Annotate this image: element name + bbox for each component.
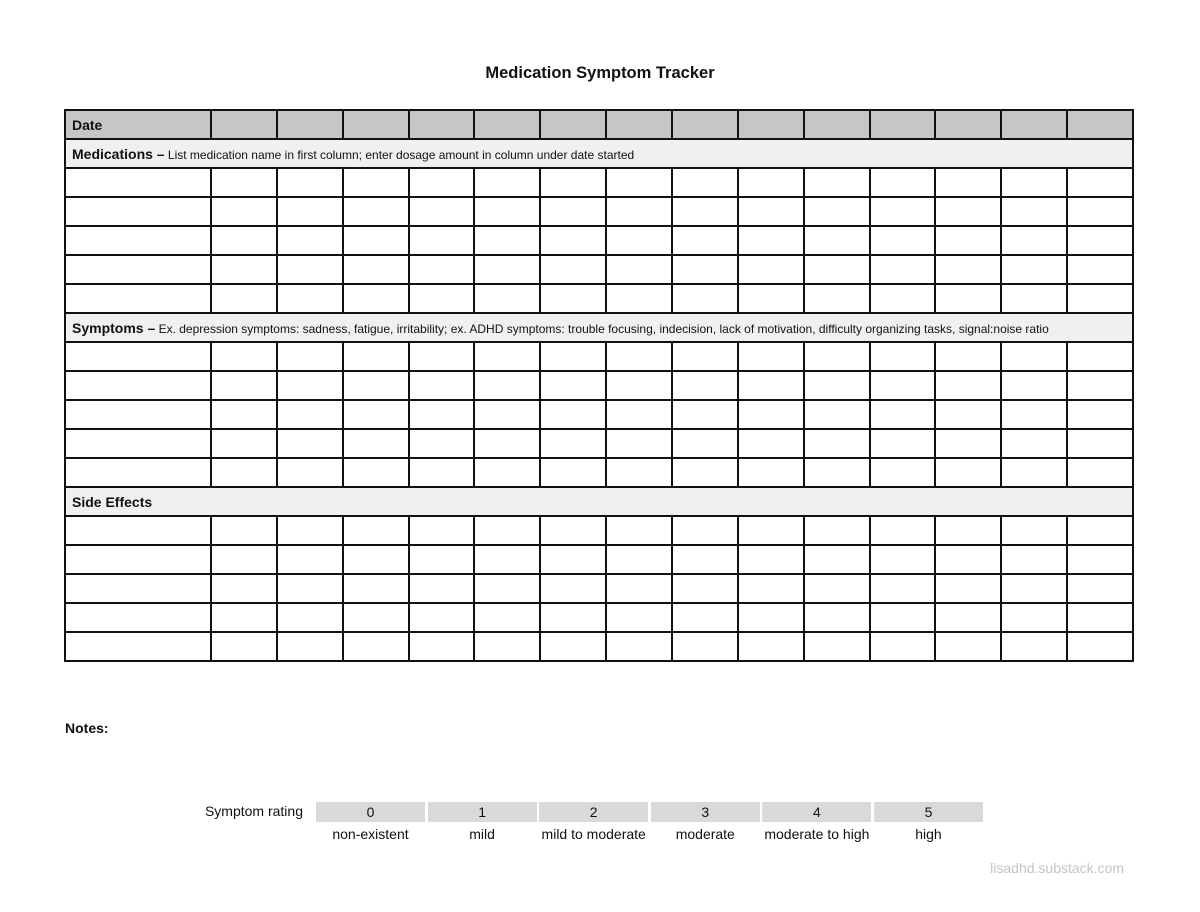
entry-cell[interactable]	[672, 458, 738, 487]
date-cell[interactable]	[277, 110, 343, 139]
entry-cell[interactable]	[277, 574, 343, 603]
entry-cell[interactable]	[409, 371, 475, 400]
rating-level	[316, 802, 425, 843]
section-header-row	[65, 139, 1133, 168]
entry-cell[interactable]	[804, 603, 870, 632]
rating-description: mild to moderate	[541, 826, 646, 842]
rating-description: high	[915, 826, 942, 842]
entry-cell[interactable]	[540, 516, 606, 545]
entry-cell[interactable]	[474, 284, 540, 313]
entry-cell[interactable]	[474, 429, 540, 458]
entry-cell[interactable]	[672, 400, 738, 429]
entry-cell[interactable]	[870, 255, 936, 284]
entry-cell[interactable]	[1067, 400, 1133, 429]
entry-cell[interactable]	[211, 603, 277, 632]
table-row	[65, 342, 1133, 371]
date-cell[interactable]	[870, 110, 936, 139]
entry-cell[interactable]	[1001, 458, 1067, 487]
entry-cell[interactable]	[474, 168, 540, 197]
section-heading: Symptoms –	[72, 319, 156, 336]
entry-cell[interactable]	[804, 632, 870, 661]
rating-level	[428, 802, 537, 843]
entry-cell[interactable]	[1067, 342, 1133, 371]
entry-cell[interactable]	[804, 168, 870, 197]
entry-cell[interactable]	[738, 371, 804, 400]
table-row	[65, 632, 1133, 661]
section-header	[65, 139, 1133, 168]
rating-value: 1	[428, 802, 537, 822]
entry-cell[interactable]	[804, 458, 870, 487]
entry-cell[interactable]	[211, 197, 277, 226]
entry-cell[interactable]	[277, 168, 343, 197]
entry-cell[interactable]	[1001, 429, 1067, 458]
entry-cell[interactable]	[870, 371, 936, 400]
entry-cell[interactable]	[211, 545, 277, 574]
entry-cell[interactable]	[540, 458, 606, 487]
rating-level	[874, 802, 983, 843]
date-cell[interactable]	[606, 110, 672, 139]
entry-cell[interactable]	[343, 226, 409, 255]
entry-cell[interactable]	[277, 632, 343, 661]
section-description: List medication name in first column; enter dosage amount in column under date started	[164, 147, 635, 162]
row-label-cell[interactable]	[65, 603, 211, 632]
entry-cell[interactable]	[672, 197, 738, 226]
entry-cell[interactable]	[277, 255, 343, 284]
entry-cell[interactable]	[343, 516, 409, 545]
section-heading: Medications –	[72, 145, 165, 162]
entry-cell[interactable]	[606, 197, 672, 226]
entry-cell[interactable]	[1001, 400, 1067, 429]
row-label-cell[interactable]	[65, 545, 211, 574]
entry-cell[interactable]	[672, 226, 738, 255]
rating-value: 0	[316, 802, 425, 822]
entry-cell[interactable]	[1067, 371, 1133, 400]
row-label-cell[interactable]	[65, 342, 211, 371]
entry-cell[interactable]	[606, 226, 672, 255]
entry-cell[interactable]	[540, 632, 606, 661]
entry-cell[interactable]	[1067, 197, 1133, 226]
entry-cell[interactable]	[211, 255, 277, 284]
entry-cell[interactable]	[672, 429, 738, 458]
entry-cell[interactable]	[935, 284, 1001, 313]
entry-cell[interactable]	[804, 197, 870, 226]
entry-cell[interactable]	[870, 516, 936, 545]
entry-cell[interactable]	[606, 168, 672, 197]
entry-cell[interactable]	[672, 255, 738, 284]
entry-cell[interactable]	[211, 458, 277, 487]
entry-cell[interactable]	[804, 516, 870, 545]
entry-cell[interactable]	[540, 545, 606, 574]
entry-cell[interactable]	[738, 342, 804, 371]
entry-cell[interactable]	[343, 284, 409, 313]
entry-cell[interactable]	[870, 284, 936, 313]
entry-cell[interactable]	[738, 458, 804, 487]
entry-cell[interactable]	[738, 400, 804, 429]
entry-cell[interactable]	[1067, 458, 1133, 487]
date-cell[interactable]	[804, 110, 870, 139]
entry-cell[interactable]	[738, 226, 804, 255]
entry-cell[interactable]	[606, 603, 672, 632]
section-header-row	[65, 487, 1133, 516]
row-label-cell[interactable]	[65, 574, 211, 603]
rating-value: 4	[762, 802, 871, 822]
entry-cell[interactable]	[870, 342, 936, 371]
entry-cell[interactable]	[935, 574, 1001, 603]
row-label-cell[interactable]	[65, 284, 211, 313]
entry-cell[interactable]	[409, 458, 475, 487]
entry-cell[interactable]	[738, 632, 804, 661]
entry-cell[interactable]	[935, 545, 1001, 574]
entry-cell[interactable]	[540, 197, 606, 226]
rating-description: non-existent	[332, 826, 409, 842]
row-label-cell[interactable]	[65, 458, 211, 487]
entry-cell[interactable]	[1001, 197, 1067, 226]
entry-cell[interactable]	[672, 603, 738, 632]
entry-cell[interactable]	[672, 632, 738, 661]
entry-cell[interactable]	[870, 226, 936, 255]
entry-cell[interactable]	[474, 545, 540, 574]
entry-cell[interactable]	[211, 400, 277, 429]
date-cell[interactable]	[935, 110, 1001, 139]
entry-cell[interactable]	[540, 226, 606, 255]
entry-cell[interactable]	[1001, 545, 1067, 574]
entry-cell[interactable]	[606, 284, 672, 313]
entry-cell[interactable]	[540, 342, 606, 371]
entry-cell[interactable]	[870, 603, 936, 632]
row-label-cell[interactable]	[65, 168, 211, 197]
page-title: Medication Symptom Tracker	[485, 64, 715, 82]
entry-cell[interactable]	[409, 284, 475, 313]
rating-value: 2	[539, 802, 648, 822]
entry-cell[interactable]	[935, 603, 1001, 632]
entry-cell[interactable]	[277, 545, 343, 574]
row-label-cell[interactable]	[65, 516, 211, 545]
entry-cell[interactable]	[870, 429, 936, 458]
row-label-cell[interactable]	[65, 255, 211, 284]
entry-cell[interactable]	[672, 371, 738, 400]
entry-cell[interactable]	[935, 371, 1001, 400]
table-row	[65, 603, 1133, 632]
entry-cell[interactable]	[540, 400, 606, 429]
entry-cell[interactable]	[211, 516, 277, 545]
row-label-cell[interactable]	[65, 197, 211, 226]
date-cell[interactable]	[738, 110, 804, 139]
entry-cell[interactable]	[935, 400, 1001, 429]
entry-cell[interactable]	[1001, 371, 1067, 400]
table-row	[65, 545, 1133, 574]
entry-cell[interactable]	[540, 603, 606, 632]
table-row	[65, 197, 1133, 226]
entry-cell[interactable]	[804, 400, 870, 429]
entry-cell[interactable]	[540, 168, 606, 197]
entry-cell[interactable]	[870, 632, 936, 661]
entry-cell[interactable]	[1001, 284, 1067, 313]
entry-cell[interactable]	[738, 429, 804, 458]
entry-cell[interactable]	[672, 516, 738, 545]
row-label-cell[interactable]	[65, 429, 211, 458]
entry-cell[interactable]	[1001, 342, 1067, 371]
entry-cell[interactable]	[409, 226, 475, 255]
rating-description: moderate to high	[764, 826, 870, 842]
entry-cell[interactable]	[343, 632, 409, 661]
entry-cell[interactable]	[1001, 632, 1067, 661]
entry-cell[interactable]	[738, 603, 804, 632]
entry-cell[interactable]	[1067, 632, 1133, 661]
entry-cell[interactable]	[738, 574, 804, 603]
entry-cell[interactable]	[211, 632, 277, 661]
entry-cell[interactable]	[409, 574, 475, 603]
entry-cell[interactable]	[738, 168, 804, 197]
section-header-row	[65, 313, 1133, 342]
entry-cell[interactable]	[606, 458, 672, 487]
entry-cell[interactable]	[606, 632, 672, 661]
entry-cell[interactable]	[935, 342, 1001, 371]
entry-cell[interactable]	[738, 545, 804, 574]
date-cell[interactable]	[1001, 110, 1067, 139]
entry-cell[interactable]	[738, 516, 804, 545]
rating-value: 3	[651, 802, 760, 822]
date-cell[interactable]	[211, 110, 277, 139]
entry-cell[interactable]	[804, 574, 870, 603]
entry-cell[interactable]	[343, 255, 409, 284]
entry-cell[interactable]	[409, 197, 475, 226]
entry-cell[interactable]	[343, 168, 409, 197]
table-row	[65, 371, 1133, 400]
entry-cell[interactable]	[474, 255, 540, 284]
tracker-table	[64, 109, 1134, 662]
entry-cell[interactable]	[474, 197, 540, 226]
entry-cell[interactable]	[935, 226, 1001, 255]
entry-cell[interactable]	[935, 458, 1001, 487]
entry-cell[interactable]	[343, 574, 409, 603]
entry-cell[interactable]	[277, 516, 343, 545]
entry-cell[interactable]	[409, 168, 475, 197]
table-row	[65, 168, 1133, 197]
entry-cell[interactable]	[211, 168, 277, 197]
entry-cell[interactable]	[935, 429, 1001, 458]
entry-cell[interactable]	[474, 226, 540, 255]
entry-cell[interactable]	[277, 284, 343, 313]
entry-cell[interactable]	[1067, 226, 1133, 255]
section-header	[65, 313, 1133, 342]
rating-level	[651, 802, 760, 843]
entry-cell[interactable]	[540, 284, 606, 313]
entry-cell[interactable]	[409, 603, 475, 632]
entry-cell[interactable]	[211, 429, 277, 458]
entry-cell[interactable]	[343, 197, 409, 226]
entry-cell[interactable]	[277, 371, 343, 400]
entry-cell[interactable]	[409, 545, 475, 574]
rating-level	[539, 802, 648, 843]
entry-cell[interactable]	[804, 284, 870, 313]
entry-cell[interactable]	[606, 574, 672, 603]
entry-cell[interactable]	[211, 371, 277, 400]
entry-cell[interactable]	[672, 545, 738, 574]
entry-cell[interactable]	[935, 632, 1001, 661]
entry-cell[interactable]	[804, 371, 870, 400]
entry-cell[interactable]	[1001, 255, 1067, 284]
entry-cell[interactable]	[935, 197, 1001, 226]
entry-cell[interactable]	[474, 400, 540, 429]
entry-cell[interactable]	[474, 632, 540, 661]
entry-cell[interactable]	[606, 545, 672, 574]
entry-cell[interactable]	[804, 342, 870, 371]
entry-cell[interactable]	[1067, 429, 1133, 458]
source-credit: lisadhd.substack.com	[990, 860, 1124, 876]
entry-cell[interactable]	[474, 603, 540, 632]
entry-cell[interactable]	[1067, 545, 1133, 574]
entry-cell[interactable]	[211, 226, 277, 255]
row-label-cell[interactable]	[65, 371, 211, 400]
symptom-rating-scale	[316, 802, 983, 843]
entry-cell[interactable]	[540, 429, 606, 458]
date-cell[interactable]	[474, 110, 540, 139]
row-label-cell[interactable]	[65, 632, 211, 661]
entry-cell[interactable]	[738, 197, 804, 226]
entry-cell[interactable]	[1067, 603, 1133, 632]
date-label: Date	[65, 110, 211, 139]
date-row	[65, 110, 1133, 139]
entry-cell[interactable]	[738, 255, 804, 284]
entry-cell[interactable]	[935, 255, 1001, 284]
table-row	[65, 255, 1133, 284]
entry-cell[interactable]	[672, 168, 738, 197]
table-row	[65, 429, 1133, 458]
entry-cell[interactable]	[409, 516, 475, 545]
entry-cell[interactable]	[1067, 255, 1133, 284]
entry-cell[interactable]	[1067, 516, 1133, 545]
table-row	[65, 458, 1133, 487]
entry-cell[interactable]	[277, 342, 343, 371]
entry-cell[interactable]	[277, 400, 343, 429]
entry-cell[interactable]	[935, 168, 1001, 197]
entry-cell[interactable]	[672, 574, 738, 603]
entry-cell[interactable]	[277, 429, 343, 458]
entry-cell[interactable]	[343, 342, 409, 371]
rating-description: mild	[469, 826, 495, 842]
entry-cell[interactable]	[409, 400, 475, 429]
section-header	[65, 487, 1133, 516]
entry-cell[interactable]	[343, 429, 409, 458]
entry-cell[interactable]	[540, 255, 606, 284]
date-cell[interactable]	[540, 110, 606, 139]
rating-level	[762, 802, 871, 843]
entry-cell[interactable]	[606, 255, 672, 284]
rating-value: 5	[874, 802, 983, 822]
entry-cell[interactable]	[277, 458, 343, 487]
entry-cell[interactable]	[1001, 603, 1067, 632]
entry-cell[interactable]	[870, 574, 936, 603]
entry-cell[interactable]	[211, 284, 277, 313]
entry-cell[interactable]	[474, 458, 540, 487]
entry-cell[interactable]	[1067, 574, 1133, 603]
row-label-cell[interactable]	[65, 400, 211, 429]
entry-cell[interactable]	[804, 545, 870, 574]
entry-cell[interactable]	[1067, 284, 1133, 313]
date-cell[interactable]	[672, 110, 738, 139]
entry-cell[interactable]	[343, 545, 409, 574]
entry-cell[interactable]	[606, 516, 672, 545]
entry-cell[interactable]	[804, 226, 870, 255]
date-cell[interactable]	[1067, 110, 1133, 139]
entry-cell[interactable]	[870, 400, 936, 429]
entry-cell[interactable]	[1067, 168, 1133, 197]
entry-cell[interactable]	[870, 168, 936, 197]
table-row	[65, 574, 1133, 603]
entry-cell[interactable]	[1001, 574, 1067, 603]
entry-cell[interactable]	[474, 342, 540, 371]
entry-cell[interactable]	[211, 574, 277, 603]
entry-cell[interactable]	[804, 255, 870, 284]
rating-description: moderate	[675, 826, 735, 842]
table-row	[65, 400, 1133, 429]
table-row	[65, 516, 1133, 545]
entry-cell[interactable]	[211, 342, 277, 371]
section-description: Ex. depression symptoms: sadness, fatigue, irritability; ex. ADHD symptoms: trouble focusing, indecision, lack of motivation, difficulty organizing tasks, signal:noise ratio	[155, 321, 1049, 336]
date-cell[interactable]	[343, 110, 409, 139]
entry-cell[interactable]	[474, 574, 540, 603]
entry-cell[interactable]	[343, 603, 409, 632]
entry-cell[interactable]	[409, 342, 475, 371]
entry-cell[interactable]	[935, 516, 1001, 545]
entry-cell[interactable]	[606, 371, 672, 400]
entry-cell[interactable]	[1001, 516, 1067, 545]
entry-cell[interactable]	[738, 284, 804, 313]
notes-label: Notes:	[65, 720, 109, 736]
entry-cell[interactable]	[474, 371, 540, 400]
entry-cell[interactable]	[277, 603, 343, 632]
entry-cell[interactable]	[474, 516, 540, 545]
entry-cell[interactable]	[343, 458, 409, 487]
entry-cell[interactable]	[343, 400, 409, 429]
entry-cell[interactable]	[870, 458, 936, 487]
entry-cell[interactable]	[277, 226, 343, 255]
entry-cell[interactable]	[606, 342, 672, 371]
entry-cell[interactable]	[870, 545, 936, 574]
row-label-cell[interactable]	[65, 226, 211, 255]
symptom-rating-label: Symptom rating	[204, 803, 303, 819]
section-heading: Side Effects	[72, 493, 153, 510]
entry-cell[interactable]	[672, 284, 738, 313]
table-row	[65, 284, 1133, 313]
entry-cell[interactable]	[409, 255, 475, 284]
entry-cell[interactable]	[409, 632, 475, 661]
entry-cell[interactable]	[540, 371, 606, 400]
entry-cell[interactable]	[540, 574, 606, 603]
entry-cell[interactable]	[409, 429, 475, 458]
entry-cell[interactable]	[870, 197, 936, 226]
entry-cell[interactable]	[804, 429, 870, 458]
date-cell[interactable]	[409, 110, 475, 139]
entry-cell[interactable]	[606, 400, 672, 429]
entry-cell[interactable]	[1001, 168, 1067, 197]
entry-cell[interactable]	[343, 371, 409, 400]
entry-cell[interactable]	[1001, 226, 1067, 255]
entry-cell[interactable]	[606, 429, 672, 458]
entry-cell[interactable]	[277, 197, 343, 226]
entry-cell[interactable]	[672, 342, 738, 371]
table-row	[65, 226, 1133, 255]
